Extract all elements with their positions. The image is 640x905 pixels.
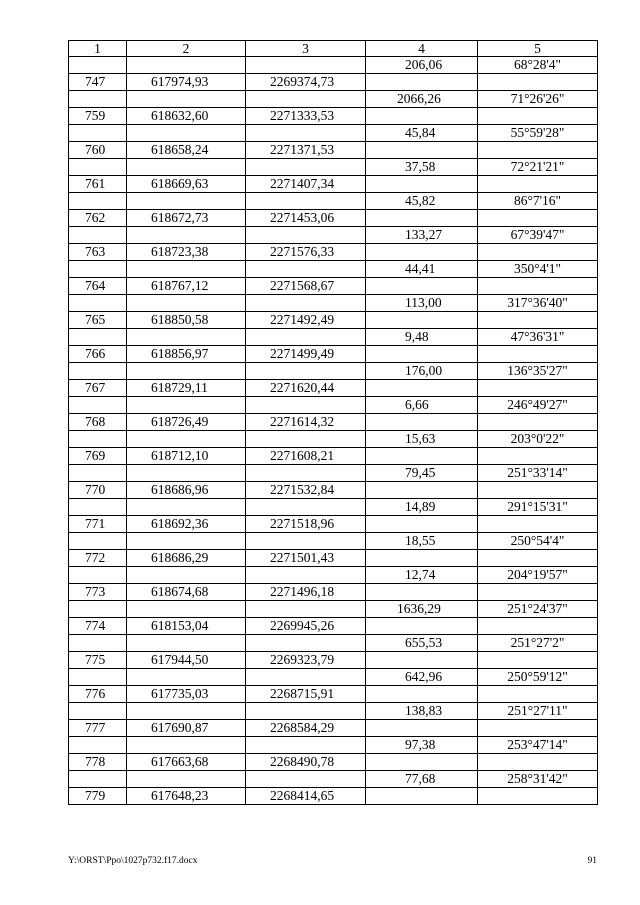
y-coordinate-cell: 2268414,65 bbox=[246, 788, 366, 805]
header-col-5: 5 bbox=[478, 41, 598, 57]
x-coordinate-cell bbox=[127, 669, 246, 686]
point-number-cell bbox=[69, 567, 127, 584]
x-coordinate-cell bbox=[127, 465, 246, 482]
distance-cell bbox=[366, 652, 478, 669]
table-header-row bbox=[69, 41, 598, 57]
y-coordinate-cell: 2271453,06 bbox=[246, 210, 366, 227]
table-row bbox=[69, 227, 598, 244]
direction-angle-cell bbox=[478, 380, 598, 397]
distance-cell: 206,06 bbox=[366, 57, 478, 74]
distance-cell: 9,48 bbox=[366, 329, 478, 346]
direction-angle-cell: 67°39'47" bbox=[478, 227, 598, 244]
distance-cell bbox=[366, 550, 478, 567]
direction-angle-cell: 204°19'57" bbox=[478, 567, 598, 584]
distance-cell bbox=[366, 108, 478, 125]
y-coordinate-cell: 2269374,73 bbox=[246, 74, 366, 91]
direction-angle-cell bbox=[478, 618, 598, 635]
y-coordinate-cell bbox=[246, 703, 366, 720]
table-row bbox=[69, 754, 598, 771]
point-number-cell bbox=[69, 57, 127, 74]
x-coordinate-cell: 618674,68 bbox=[127, 584, 246, 601]
x-coordinate-cell bbox=[127, 91, 246, 108]
direction-angle-cell bbox=[478, 788, 598, 805]
x-coordinate-cell: 618658,24 bbox=[127, 142, 246, 159]
direction-angle-cell bbox=[478, 74, 598, 91]
distance-cell: 18,55 bbox=[366, 533, 478, 550]
distance-cell: 15,63 bbox=[366, 431, 478, 448]
x-coordinate-cell bbox=[127, 125, 246, 142]
table-row bbox=[69, 652, 598, 669]
direction-angle-cell bbox=[478, 210, 598, 227]
direction-angle-cell: 68°28'4" bbox=[478, 57, 598, 74]
distance-cell: 655,53 bbox=[366, 635, 478, 652]
direction-angle-cell: 291°15'31" bbox=[478, 499, 598, 516]
point-number-cell: 761 bbox=[69, 176, 127, 193]
point-number-cell: 762 bbox=[69, 210, 127, 227]
direction-angle-cell: 258°31'42" bbox=[478, 771, 598, 788]
x-coordinate-cell bbox=[127, 193, 246, 210]
distance-cell bbox=[366, 788, 478, 805]
y-coordinate-cell bbox=[246, 91, 366, 108]
y-coordinate-cell: 2271620,44 bbox=[246, 380, 366, 397]
point-number-cell bbox=[69, 771, 127, 788]
x-coordinate-cell bbox=[127, 261, 246, 278]
x-coordinate-cell: 618850,58 bbox=[127, 312, 246, 329]
direction-angle-cell: 251°27'2" bbox=[478, 635, 598, 652]
distance-cell bbox=[366, 516, 478, 533]
x-coordinate-cell: 617690,87 bbox=[127, 720, 246, 737]
x-coordinate-cell bbox=[127, 57, 246, 74]
x-coordinate-cell bbox=[127, 635, 246, 652]
point-number-cell: 778 bbox=[69, 754, 127, 771]
distance-cell: 1636,29 bbox=[366, 601, 478, 618]
x-coordinate-cell: 617974,93 bbox=[127, 74, 246, 91]
point-number-cell bbox=[69, 465, 127, 482]
x-coordinate-cell bbox=[127, 431, 246, 448]
table-row bbox=[69, 482, 598, 499]
distance-cell: 2066,26 bbox=[366, 91, 478, 108]
x-coordinate-cell: 618686,96 bbox=[127, 482, 246, 499]
direction-angle-cell bbox=[478, 584, 598, 601]
table-row bbox=[69, 142, 598, 159]
distance-cell bbox=[366, 210, 478, 227]
distance-cell: 45,84 bbox=[366, 125, 478, 142]
table-row bbox=[69, 261, 598, 278]
point-number-cell bbox=[69, 159, 127, 176]
direction-angle-cell bbox=[478, 346, 598, 363]
direction-angle-cell bbox=[478, 652, 598, 669]
y-coordinate-cell bbox=[246, 363, 366, 380]
distance-cell bbox=[366, 584, 478, 601]
table-row bbox=[69, 584, 598, 601]
table-row bbox=[69, 193, 598, 210]
direction-angle-cell: 86°7'16" bbox=[478, 193, 598, 210]
y-coordinate-cell bbox=[246, 533, 366, 550]
point-number-cell bbox=[69, 397, 127, 414]
x-coordinate-cell bbox=[127, 499, 246, 516]
y-coordinate-cell bbox=[246, 635, 366, 652]
y-coordinate-cell: 2271371,53 bbox=[246, 142, 366, 159]
table-row bbox=[69, 567, 598, 584]
direction-angle-cell: 55°59'28" bbox=[478, 125, 598, 142]
direction-angle-cell: 72°21'21" bbox=[478, 159, 598, 176]
point-number-cell: 768 bbox=[69, 414, 127, 431]
y-coordinate-cell bbox=[246, 159, 366, 176]
y-coordinate-cell bbox=[246, 125, 366, 142]
x-coordinate-cell bbox=[127, 295, 246, 312]
y-coordinate-cell: 2271492,49 bbox=[246, 312, 366, 329]
direction-angle-cell bbox=[478, 550, 598, 567]
table-row bbox=[69, 57, 598, 74]
y-coordinate-cell: 2271576,33 bbox=[246, 244, 366, 261]
table-row bbox=[69, 737, 598, 754]
x-coordinate-cell bbox=[127, 533, 246, 550]
distance-cell: 138,83 bbox=[366, 703, 478, 720]
table-row bbox=[69, 516, 598, 533]
x-coordinate-cell: 617735,03 bbox=[127, 686, 246, 703]
direction-angle-cell: 203°0'22" bbox=[478, 431, 598, 448]
distance-cell: 113,00 bbox=[366, 295, 478, 312]
point-number-cell bbox=[69, 295, 127, 312]
y-coordinate-cell bbox=[246, 567, 366, 584]
point-number-cell bbox=[69, 363, 127, 380]
direction-angle-cell: 47°36'31" bbox=[478, 329, 598, 346]
y-coordinate-cell bbox=[246, 465, 366, 482]
distance-cell bbox=[366, 448, 478, 465]
x-coordinate-cell: 618669,63 bbox=[127, 176, 246, 193]
distance-cell bbox=[366, 720, 478, 737]
y-coordinate-cell bbox=[246, 329, 366, 346]
x-coordinate-cell bbox=[127, 567, 246, 584]
point-number-cell: 770 bbox=[69, 482, 127, 499]
table-row bbox=[69, 788, 598, 805]
x-coordinate-cell bbox=[127, 159, 246, 176]
x-coordinate-cell bbox=[127, 329, 246, 346]
point-number-cell bbox=[69, 533, 127, 550]
x-coordinate-cell: 618672,73 bbox=[127, 210, 246, 227]
point-number-cell: 779 bbox=[69, 788, 127, 805]
direction-angle-cell bbox=[478, 686, 598, 703]
point-number-cell: 759 bbox=[69, 108, 127, 125]
point-number-cell: 774 bbox=[69, 618, 127, 635]
table-row bbox=[69, 414, 598, 431]
direction-angle-cell: 251°24'37" bbox=[478, 601, 598, 618]
table-body bbox=[69, 57, 598, 805]
direction-angle-cell bbox=[478, 448, 598, 465]
table-row bbox=[69, 686, 598, 703]
point-number-cell: 777 bbox=[69, 720, 127, 737]
x-coordinate-cell: 618856,97 bbox=[127, 346, 246, 363]
table-row bbox=[69, 703, 598, 720]
table-row bbox=[69, 363, 598, 380]
point-number-cell: 767 bbox=[69, 380, 127, 397]
distance-cell: 12,74 bbox=[366, 567, 478, 584]
distance-cell bbox=[366, 414, 478, 431]
point-number-cell: 769 bbox=[69, 448, 127, 465]
table-row bbox=[69, 635, 598, 652]
x-coordinate-cell: 618153,04 bbox=[127, 618, 246, 635]
y-coordinate-cell: 2271614,32 bbox=[246, 414, 366, 431]
distance-cell: 133,27 bbox=[366, 227, 478, 244]
distance-cell bbox=[366, 482, 478, 499]
table-row bbox=[69, 159, 598, 176]
x-coordinate-cell bbox=[127, 601, 246, 618]
y-coordinate-cell bbox=[246, 499, 366, 516]
distance-cell bbox=[366, 142, 478, 159]
distance-cell: 79,45 bbox=[366, 465, 478, 482]
x-coordinate-cell: 618712,10 bbox=[127, 448, 246, 465]
direction-angle-cell: 253°47'14" bbox=[478, 737, 598, 754]
direction-angle-cell: 136°35'27" bbox=[478, 363, 598, 380]
table-row bbox=[69, 499, 598, 516]
distance-cell: 97,38 bbox=[366, 737, 478, 754]
distance-cell bbox=[366, 686, 478, 703]
y-coordinate-cell bbox=[246, 227, 366, 244]
table-row bbox=[69, 431, 598, 448]
point-number-cell bbox=[69, 601, 127, 618]
distance-cell: 44,41 bbox=[366, 261, 478, 278]
point-number-cell bbox=[69, 193, 127, 210]
point-number-cell: 772 bbox=[69, 550, 127, 567]
point-number-cell: 775 bbox=[69, 652, 127, 669]
table-row bbox=[69, 533, 598, 550]
y-coordinate-cell: 2268584,29 bbox=[246, 720, 366, 737]
table-row bbox=[69, 210, 598, 227]
distance-cell bbox=[366, 618, 478, 635]
distance-cell: 37,58 bbox=[366, 159, 478, 176]
table-row bbox=[69, 601, 598, 618]
direction-angle-cell: 250°59'12" bbox=[478, 669, 598, 686]
table-row bbox=[69, 108, 598, 125]
table-row bbox=[69, 380, 598, 397]
point-number-cell: 771 bbox=[69, 516, 127, 533]
x-coordinate-cell bbox=[127, 737, 246, 754]
y-coordinate-cell: 2269945,26 bbox=[246, 618, 366, 635]
x-coordinate-cell bbox=[127, 227, 246, 244]
x-coordinate-cell: 618692,36 bbox=[127, 516, 246, 533]
x-coordinate-cell: 618632,60 bbox=[127, 108, 246, 125]
point-number-cell: 760 bbox=[69, 142, 127, 159]
y-coordinate-cell: 2269323,79 bbox=[246, 652, 366, 669]
direction-angle-cell: 317°36'40" bbox=[478, 295, 598, 312]
direction-angle-cell bbox=[478, 754, 598, 771]
y-coordinate-cell: 2271407,34 bbox=[246, 176, 366, 193]
direction-angle-cell bbox=[478, 142, 598, 159]
direction-angle-cell bbox=[478, 278, 598, 295]
y-coordinate-cell bbox=[246, 431, 366, 448]
y-coordinate-cell bbox=[246, 295, 366, 312]
table-row bbox=[69, 176, 598, 193]
point-number-cell bbox=[69, 703, 127, 720]
table-row bbox=[69, 91, 598, 108]
x-coordinate-cell: 618767,12 bbox=[127, 278, 246, 295]
point-number-cell bbox=[69, 261, 127, 278]
x-coordinate-cell: 617944,50 bbox=[127, 652, 246, 669]
direction-angle-cell: 250°54'4" bbox=[478, 533, 598, 550]
direction-angle-cell bbox=[478, 516, 598, 533]
distance-cell bbox=[366, 176, 478, 193]
direction-angle-cell: 350°4'1" bbox=[478, 261, 598, 278]
table-row bbox=[69, 669, 598, 686]
table-row bbox=[69, 465, 598, 482]
distance-cell bbox=[366, 754, 478, 771]
y-coordinate-cell: 2268715,91 bbox=[246, 686, 366, 703]
table-row bbox=[69, 771, 598, 788]
table-row bbox=[69, 295, 598, 312]
y-coordinate-cell bbox=[246, 261, 366, 278]
header-col-1: 1 bbox=[69, 41, 127, 57]
point-number-cell bbox=[69, 227, 127, 244]
direction-angle-cell bbox=[478, 176, 598, 193]
y-coordinate-cell: 2271518,96 bbox=[246, 516, 366, 533]
distance-cell bbox=[366, 312, 478, 329]
direction-angle-cell: 246°49'27" bbox=[478, 397, 598, 414]
point-number-cell: 765 bbox=[69, 312, 127, 329]
point-number-cell bbox=[69, 499, 127, 516]
table-row bbox=[69, 720, 598, 737]
distance-cell bbox=[366, 278, 478, 295]
point-number-cell bbox=[69, 125, 127, 142]
footer-file-path: Y:\ORST\Ppo\1027p732.f17.docx bbox=[68, 856, 198, 866]
x-coordinate-cell bbox=[127, 363, 246, 380]
point-number-cell bbox=[69, 737, 127, 754]
x-coordinate-cell bbox=[127, 703, 246, 720]
direction-angle-cell bbox=[478, 312, 598, 329]
direction-angle-cell bbox=[478, 244, 598, 261]
distance-cell: 6,66 bbox=[366, 397, 478, 414]
y-coordinate-cell bbox=[246, 193, 366, 210]
y-coordinate-cell: 2271568,67 bbox=[246, 278, 366, 295]
direction-angle-cell bbox=[478, 720, 598, 737]
table-row bbox=[69, 346, 598, 363]
point-number-cell bbox=[69, 431, 127, 448]
y-coordinate-cell: 2268490,78 bbox=[246, 754, 366, 771]
table-row bbox=[69, 125, 598, 142]
y-coordinate-cell: 2271501,43 bbox=[246, 550, 366, 567]
direction-angle-cell: 71°26'26" bbox=[478, 91, 598, 108]
y-coordinate-cell bbox=[246, 737, 366, 754]
x-coordinate-cell bbox=[127, 397, 246, 414]
point-number-cell: 747 bbox=[69, 74, 127, 91]
point-number-cell: 764 bbox=[69, 278, 127, 295]
distance-cell bbox=[366, 74, 478, 91]
table-row bbox=[69, 550, 598, 567]
point-number-cell: 766 bbox=[69, 346, 127, 363]
point-number-cell: 763 bbox=[69, 244, 127, 261]
y-coordinate-cell: 2271333,53 bbox=[246, 108, 366, 125]
direction-angle-cell bbox=[478, 482, 598, 499]
x-coordinate-cell: 617648,23 bbox=[127, 788, 246, 805]
table-row bbox=[69, 312, 598, 329]
table-row bbox=[69, 397, 598, 414]
x-coordinate-cell: 617663,68 bbox=[127, 754, 246, 771]
point-number-cell bbox=[69, 635, 127, 652]
x-coordinate-cell: 618726,49 bbox=[127, 414, 246, 431]
table-row bbox=[69, 618, 598, 635]
table-row bbox=[69, 329, 598, 346]
y-coordinate-cell bbox=[246, 397, 366, 414]
header-col-3: 3 bbox=[246, 41, 366, 57]
header-col-4: 4 bbox=[366, 41, 478, 57]
x-coordinate-cell: 618729,11 bbox=[127, 380, 246, 397]
direction-angle-cell: 251°27'11" bbox=[478, 703, 598, 720]
table-row bbox=[69, 278, 598, 295]
distance-cell: 45,82 bbox=[366, 193, 478, 210]
distance-cell bbox=[366, 244, 478, 261]
direction-angle-cell bbox=[478, 108, 598, 125]
point-number-cell bbox=[69, 91, 127, 108]
y-coordinate-cell: 2271532,84 bbox=[246, 482, 366, 499]
point-number-cell bbox=[69, 669, 127, 686]
point-number-cell: 776 bbox=[69, 686, 127, 703]
distance-cell: 14,89 bbox=[366, 499, 478, 516]
y-coordinate-cell bbox=[246, 771, 366, 788]
distance-cell: 77,68 bbox=[366, 771, 478, 788]
distance-cell: 642,96 bbox=[366, 669, 478, 686]
x-coordinate-cell: 618686,29 bbox=[127, 550, 246, 567]
y-coordinate-cell: 2271499,49 bbox=[246, 346, 366, 363]
direction-angle-cell: 251°33'14" bbox=[478, 465, 598, 482]
y-coordinate-cell bbox=[246, 601, 366, 618]
distance-cell: 176,00 bbox=[366, 363, 478, 380]
y-coordinate-cell: 2271608,21 bbox=[246, 448, 366, 465]
distance-cell bbox=[366, 380, 478, 397]
header-col-2: 2 bbox=[127, 41, 246, 57]
point-number-cell bbox=[69, 329, 127, 346]
footer-page-number: 91 bbox=[587, 856, 597, 866]
point-number-cell: 773 bbox=[69, 584, 127, 601]
y-coordinate-cell bbox=[246, 57, 366, 74]
distance-cell bbox=[366, 346, 478, 363]
direction-angle-cell bbox=[478, 414, 598, 431]
x-coordinate-cell bbox=[127, 771, 246, 788]
coordinates-table bbox=[68, 40, 598, 805]
y-coordinate-cell: 2271496,18 bbox=[246, 584, 366, 601]
table-row bbox=[69, 74, 598, 91]
y-coordinate-cell bbox=[246, 669, 366, 686]
x-coordinate-cell: 618723,38 bbox=[127, 244, 246, 261]
table-row bbox=[69, 448, 598, 465]
table-row bbox=[69, 244, 598, 261]
